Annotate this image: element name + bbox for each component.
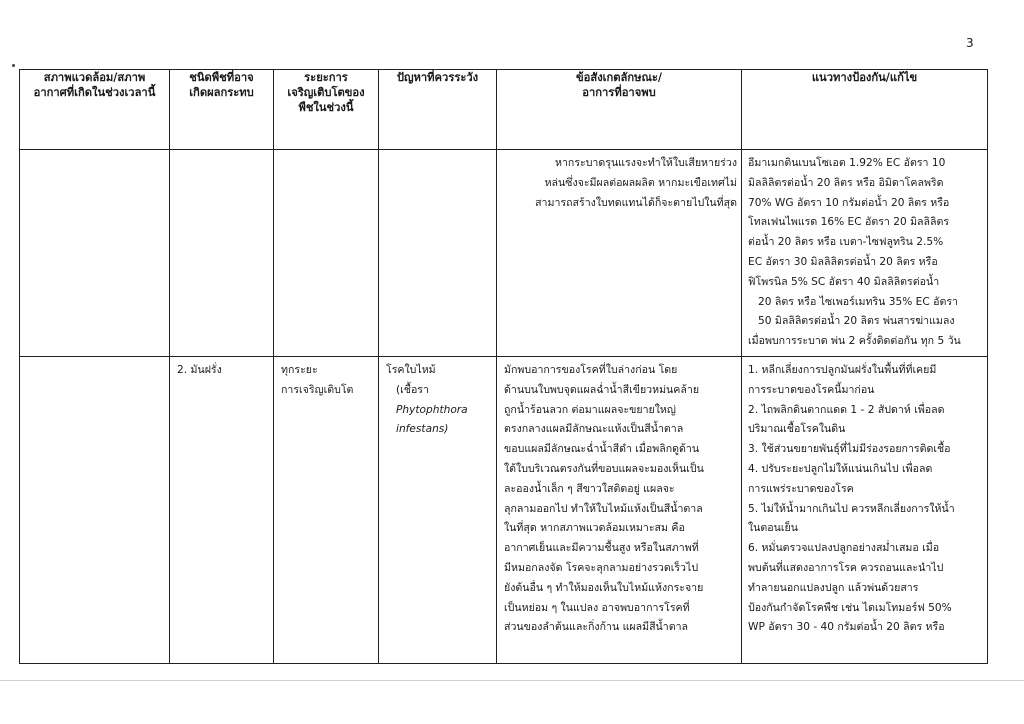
symptom-line: สามารถสร้างใบทดแทนได้ก็จะตายไปในที่สุด <box>535 196 737 209</box>
prevention-line: ปริมาณเชื้อโรคในดิน <box>748 423 846 436</box>
symptom-line: ส่วนของลำต้นและกิ่งก้าน แผลมีสีน้ำตาล <box>504 621 689 634</box>
page-number: 3 <box>966 36 974 50</box>
prevention-line: พบต้นที่แสดงอาการโรค ควรถอนและนำไป <box>748 561 944 574</box>
pathogen-genus: Phytophthora <box>396 403 468 416</box>
prevention-line: โทลเฟนไพแรด 16% EC อัตรา 20 มิลลิลิตร <box>748 216 950 229</box>
symptom-line: อากาศเย็นและมีความชื้นสูง หรือในสภาพที่ <box>504 542 699 555</box>
symptom-line: ใต้ใบบริเวณตรงกันที่ขอบแผลจะมองเห็นเป็น <box>504 462 704 475</box>
cell-prevention <box>742 357 988 664</box>
cell-environment <box>20 357 170 664</box>
symptom-line: หากระบาดรุนแรงจะทำให้ใบเสียหายร่วง <box>554 157 737 169</box>
prevention-line: 4. ปรับระยะปลูกไม่ให้แน่นเกินไป เพื่อลด <box>748 462 933 475</box>
symptom-line: ถูกน้ำร้อนลวก ต่อมาแผลจะขยายใหญ่ <box>504 403 676 416</box>
prevention-line: ป้องกันกำจัดโรคพืช เช่น ไดเมโทมอร์ฟ 50% <box>748 601 952 614</box>
problem-name: โรคใบไหม้ <box>386 364 436 376</box>
cell-crop <box>170 150 274 357</box>
prevention-line: 1. หลีกเลี่ยงการปลูกมันฝรั่งในพื้นที่ที่เคยมี <box>748 364 937 376</box>
prevention-line: การแพร่ระบาดของโรค <box>748 482 854 495</box>
cell-symptoms <box>497 150 742 357</box>
prevention-line: เมื่อพบการระบาด พ่น 2 ครั้งติดต่อกัน ทุก 5 วัน <box>748 335 961 348</box>
prevention-line: 50 มิลลิลิตรต่อน้ำ 20 ลิตร พ่นสารฆ่าแมลง <box>758 315 955 328</box>
header-symptoms: ข้อสังเกตลักษณะ/ อาการที่อาจพบ <box>497 70 742 150</box>
symptom-line: ด้านบนใบพบจุดแผลฉ่ำน้ำสีเขียวหม่นคล้าย <box>504 383 700 396</box>
symptom-line: หล่นซึ่งจะมีผลต่อผลผลิต หากมะเขือเทศไม่ <box>544 176 737 189</box>
prevention-line: 3. ใช้ส่วนขยายพันธุ์ที่ไม่มีร่องรอยการติดเชื้อ <box>748 443 951 456</box>
prevention-line: มิลลิลิตรต่อน้ำ 20 ลิตร หรือ อิมิดาโคลพริด <box>748 176 944 189</box>
header-row <box>20 70 988 150</box>
crop-name: 2. มันฝรั่ง <box>177 364 222 376</box>
symptom-line: ละอองน้ำเล็ก ๆ สีขาวใสติดอยู่ แผลจะ <box>504 482 675 495</box>
prevention-line: ในตอนเย็น <box>748 522 798 535</box>
symptom-line: ขอบแผลมีลักษณะฉ่ำน้ำสีดำ เมื่อพลิกดูด้าน <box>504 443 700 456</box>
prevention-line: การระบาดของโรคนี้มาก่อน <box>748 383 875 396</box>
cell-problem <box>379 357 497 664</box>
table-row <box>20 357 988 664</box>
symptom-line: ลุกลามออกไป ทำให้ใบไหม้แห้งเป็นสีน้ำตาล <box>504 502 703 515</box>
header-crop: ชนิดพืชที่อาจ เกิดผลกระทบ <box>170 70 274 150</box>
prevention-line: WP อัตรา 30 - 40 กรัมต่อน้ำ 20 ลิตร หรือ <box>748 621 945 634</box>
cell-environment <box>20 150 170 357</box>
stage-line: ทุกระยะ <box>281 364 318 376</box>
prevention-line: 6. หมั่นตรวจแปลงปลูกอย่างสม่ำเสมอ เมื่อ <box>748 542 940 555</box>
symptom-line: ตรงกลางแผลมีลักษณะแห้งเป็นสีน้ำตาล <box>504 423 684 436</box>
header-environment: สภาพแวดล้อม/สภาพ อากาศที่เกิดในช่วงเวลานี้ <box>20 70 170 150</box>
advisory-table <box>19 69 988 664</box>
cell-growth-stage <box>274 357 379 664</box>
prevention-line: อีมาเมกตินเบนโซเอต 1.92% EC อัตรา 10 <box>748 157 946 169</box>
prevention-line: ทำลายนอกแปลงปลูก แล้วพ่นด้วยสาร <box>748 581 919 594</box>
pathogen-species: infestans) <box>396 423 449 436</box>
symptom-line: มักพบอาการของโรคที่ใบล่างก่อน โดย <box>504 364 678 376</box>
prevention-line: EC อัตรา 30 มิลลิลิตรต่อน้ำ 20 ลิตร หรือ <box>748 255 938 268</box>
prevention-line: ต่อน้ำ 20 ลิตร หรือ เบตา-ไซฟลูทริน 2.5% <box>748 236 944 249</box>
cell-symptoms <box>497 357 742 664</box>
cell-problem <box>379 150 497 357</box>
cell-growth-stage <box>274 150 379 357</box>
cell-prevention <box>742 150 988 357</box>
header-prevention: แนวทางป้องกัน/แก้ไข <box>742 70 988 150</box>
symptom-line: มีหมอกลงจัด โรคจะลุกลามอย่างรวดเร็วไป <box>504 561 699 574</box>
scan-mark <box>12 64 15 67</box>
prevention-line: 2. ไถพลิกดินตากแดด 1 - 2 สัปดาห์ เพื่อลด <box>748 403 945 416</box>
prevention-line: 5. ไม่ให้น้ำมากเกินไป ควรหลีกเลี่ยงการให้น้ำ <box>748 502 955 515</box>
prevention-line: 70% WG อัตรา 10 กรัมต่อน้ำ 20 ลิตร หรือ <box>748 196 950 209</box>
symptom-line: ยังต้นอื่น ๆ ทำให้มองเห็นใบไหม้แห้งกระจาย <box>504 581 704 594</box>
page-edge <box>0 680 1024 681</box>
cell-crop <box>170 357 274 664</box>
table-row <box>20 150 988 357</box>
stage-line: การเจริญเติบโต <box>281 383 354 396</box>
header-problem: ปัญหาที่ควรระวัง <box>379 70 497 150</box>
symptom-line: เป็นหย่อม ๆ ในแปลง อาจพบอาการโรคที่ <box>504 601 690 614</box>
symptom-line: ในที่สุด หากสภาพแวดล้อมเหมาะสม คือ <box>504 522 685 535</box>
prevention-line: ฟิโพรนิล 5% SC อัตรา 40 มิลลิลิตรต่อน้ำ <box>748 275 940 288</box>
prevention-line: 20 ลิตร หรือ ไซเพอร์เมทริน 35% EC อัตรา <box>758 295 958 308</box>
pathogen-label: (เชื้อรา <box>396 383 429 396</box>
header-growth-stage: ระยะการ เจริญเติบโตของ พืชในช่วงนี้ <box>274 70 379 150</box>
